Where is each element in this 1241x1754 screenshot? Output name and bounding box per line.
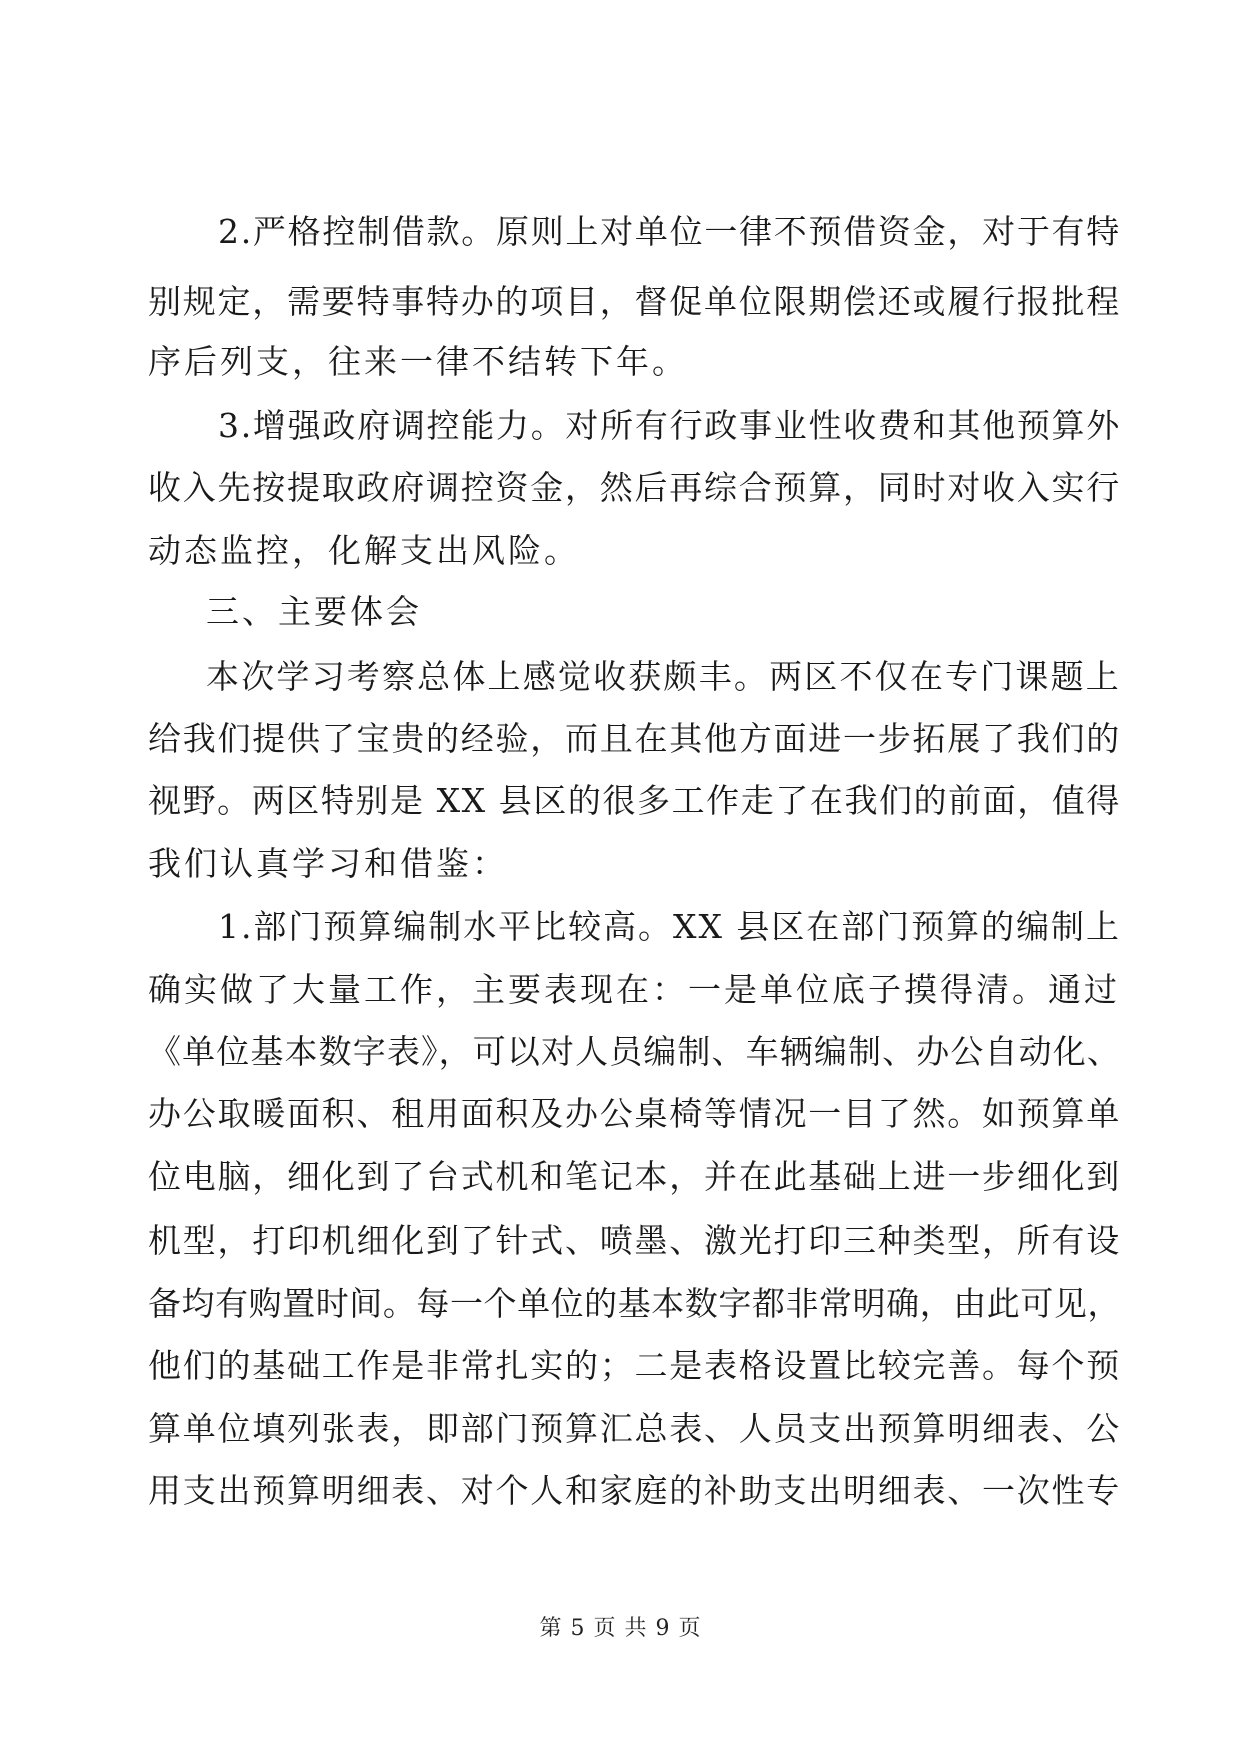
text-line-13: 确实做了大量工作，主要表现在：一是单位底子摸得清。通过	[148, 970, 1120, 1009]
text-line-10: 视野。两区特别是 XX 县区的很多工作走了在我们的前面，值得	[148, 781, 1121, 820]
text-line-2: 别规定，需要特事特办的项目，督促单位限期偿还或履行报批程	[148, 282, 1121, 321]
text-line-6: 动态监控，化解支出风险。	[148, 531, 580, 570]
section-heading: 三、主要体会	[206, 592, 422, 631]
text-line-11: 我们认真学习和借鉴：	[148, 844, 508, 883]
text-line-1: 2.严格控制借款。原则上对单位一律不预借资金，对于有特	[218, 212, 1121, 251]
text-line-4: 3.增强政府调控能力。对所有行政事业性收费和其他预算外	[218, 406, 1121, 445]
text-line-8: 本次学习考察总体上感觉收获颇丰。两区不仅在专门课题上	[206, 657, 1121, 696]
text-line-20: 算单位填列张表，即部门预算汇总表、人员支出预算明细表、公	[148, 1409, 1121, 1448]
text-line-9: 给我们提供了宝贵的经验，而且在其他方面进一步拓展了我们的	[148, 719, 1121, 758]
text-line-21: 用支出预算明细表、对个人和家庭的补助支出明细表、一次性专	[148, 1471, 1121, 1510]
text-line-16: 位电脑，细化到了台式机和笔记本，并在此基础上进一步细化到	[148, 1157, 1121, 1196]
text-line-14: 《单位基本数字表》，可以对人员编制、车辆编制、办公自动化、	[148, 1032, 1121, 1071]
text-line-17: 机型，打印机细化到了针式、喷墨、激光打印三种类型，所有设	[148, 1221, 1121, 1260]
text-line-18: 备均有购置时间。每一个单位的基本数字都非常明确，由此可见，	[148, 1284, 1121, 1323]
page-number-footer: 第 5 页 共 9 页	[539, 1616, 702, 1641]
text-line-15: 办公取暖面积、租用面积及办公桌椅等情况一目了然。如预算单	[148, 1094, 1121, 1133]
text-line-19: 他们的基础工作是非常扎实的；二是表格设置比较完善。每个预	[148, 1346, 1121, 1385]
text-line-3: 序后列支，往来一律不结转下年。	[148, 342, 688, 381]
text-line-12: 1.部门预算编制水平比较高。XX 县区在部门预算的编制上	[218, 907, 1121, 946]
text-line-5: 收入先按提取政府调控资金，然后再综合预算，同时对收入实行	[148, 468, 1121, 507]
